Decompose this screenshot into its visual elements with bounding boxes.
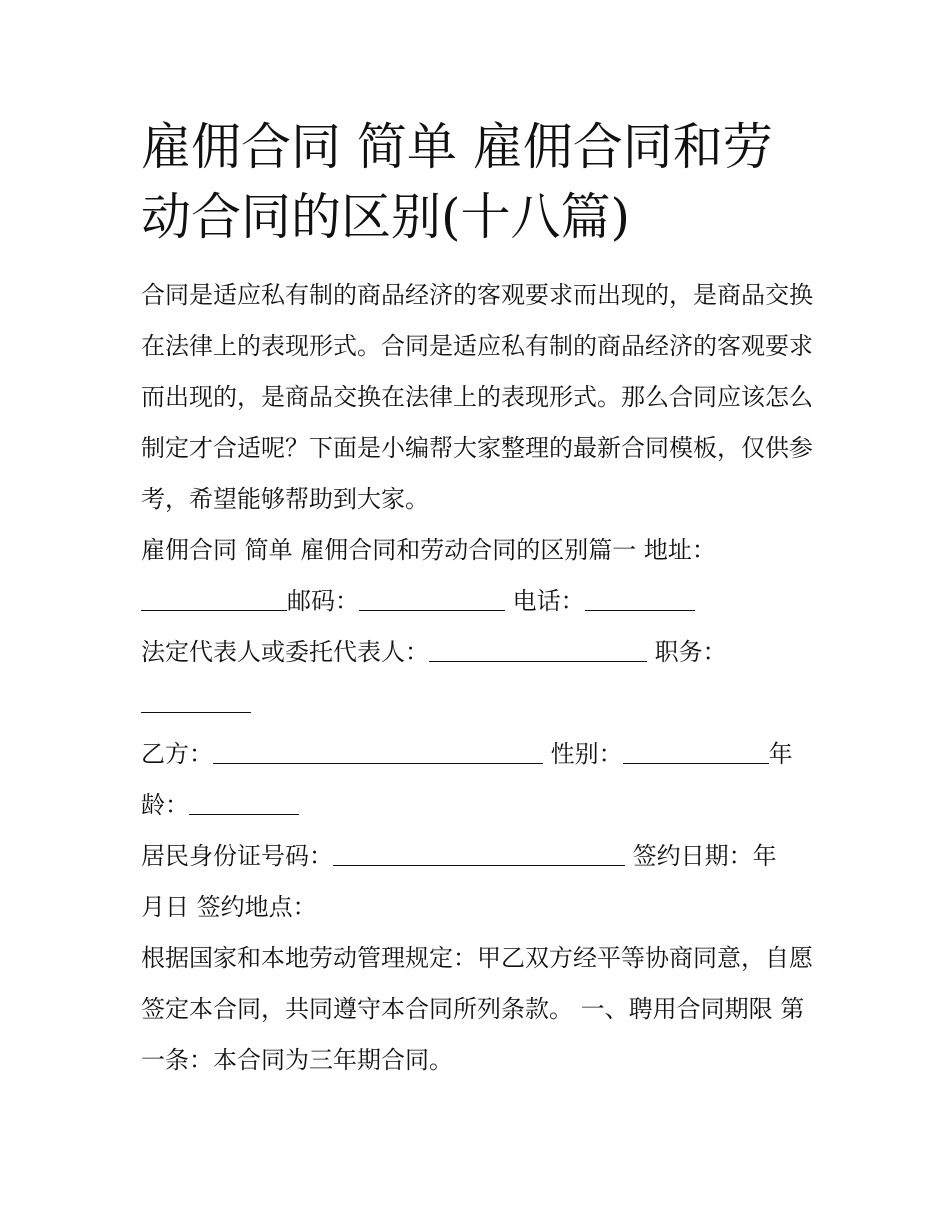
sign-date-label: 签约日期：年	[632, 842, 777, 870]
id-blank	[333, 841, 625, 866]
representative-row	[141, 627, 813, 678]
age-label-part2: 龄：	[141, 791, 189, 819]
sign-place-row	[141, 882, 813, 933]
address-blank	[141, 586, 287, 611]
position-label: 职务：	[654, 638, 727, 666]
position-blank	[141, 688, 251, 713]
postcode-label: 邮码：	[287, 587, 359, 615]
age-label-part1: 年	[768, 740, 793, 768]
party-b-label: 乙方：	[141, 740, 213, 768]
document-title: 雇佣合同 简单 雇佣合同和劳动合同的区别(十八篇)	[141, 118, 773, 246]
phone-label: 电话：	[512, 587, 585, 615]
phone-blank	[585, 586, 695, 611]
position-blank-row	[141, 678, 813, 729]
id-row	[141, 831, 813, 882]
gender-blank	[623, 739, 769, 764]
age-row	[141, 780, 813, 831]
party-b-row	[141, 729, 813, 780]
id-label: 居民身份证号码：	[141, 842, 333, 870]
gender-label: 性别：	[550, 740, 623, 768]
age-blank	[189, 790, 299, 815]
party-b-blank	[213, 739, 543, 764]
representative-blank	[429, 637, 647, 662]
address-row	[141, 576, 813, 627]
representative-label: 法定代表人或委托代表人：	[141, 638, 429, 666]
postcode-blank	[359, 586, 505, 611]
sign-place-label: 月日 签约地点：	[141, 893, 317, 921]
document-page	[141, 112, 813, 1086]
section-heading: 雇佣合同 简单 雇佣合同和劳动合同的区别篇一 地址：	[141, 536, 716, 564]
intro-paragraph: 合同是适应私有制的商品经济的客观要求而出现的，是商品交换在法律上的表现形式。合同是适应私有制的商品经济的客观要求而出现的，是商品交换在法律上的表现形式。那么合同应该怎么制定才合适呢？下面是小编帮大家整理的最新合同模板，仅供参考，希望能够帮助到大家。	[141, 281, 813, 513]
clause-paragraph: 根据国家和本地劳动管理规定：甲乙双方经平等协商同意，自愿签定本合同，共同遵守本合同所列条款。 一、聘用合同期限 第一条：本合同为三年期合同。	[141, 944, 813, 1074]
